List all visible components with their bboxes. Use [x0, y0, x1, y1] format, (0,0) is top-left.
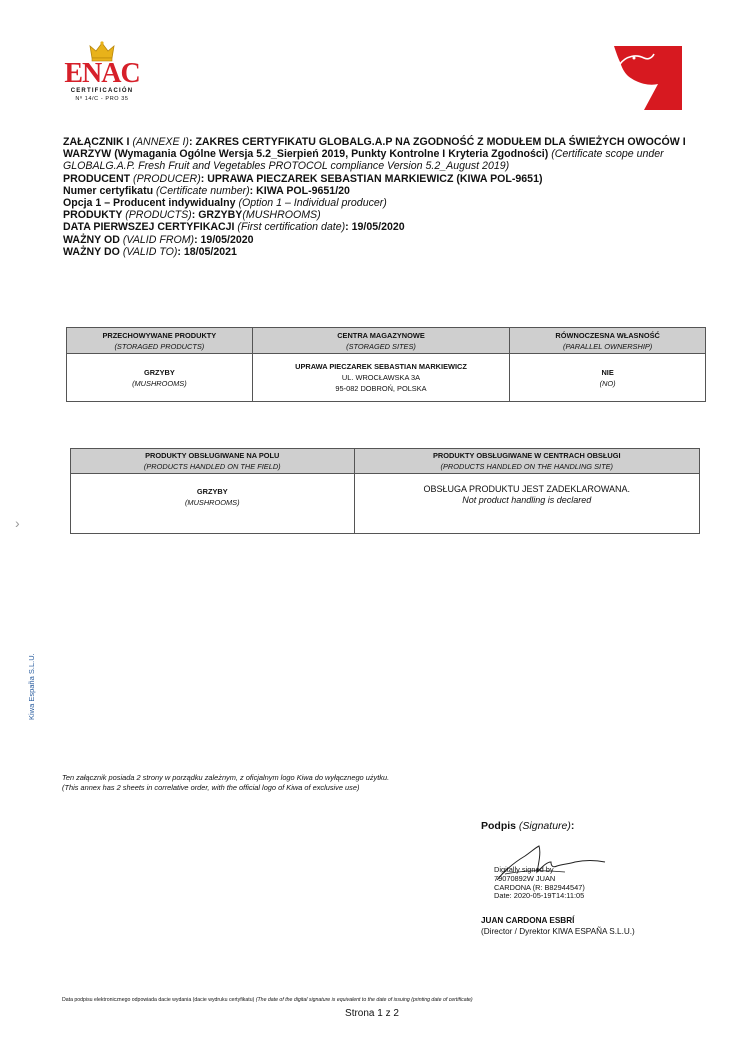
table-cell: GRZYBY (MUSHROOMS)	[67, 354, 253, 402]
annex-title: ZAŁĄCZNIK I (ANNEXE I): ZAKRES CERTYFIKATU GLOBALG.A.P NA ZGODNOŚĆ Z MODUŁEM DLA ŚWIEŻYCH OWOCÓW I WARZYW (Wymagania Ogólne Wersja 5.2_Sierpień 2019, Punkty Kontrolne I Kryteria Zgodności) (Certificate scope under GLOBALG.A.P. Fresh Fruit and Vegetables PROTOCOL compliance Version 5.2_August 2019)	[63, 136, 686, 173]
page-number: Strona 1 z 2	[345, 1008, 399, 1019]
signature-label: Podpis (Signature):	[481, 820, 575, 832]
side-company-text: Kiwa España S.L.U.	[27, 653, 36, 720]
enac-number: Nº 14/C - PRO 35	[75, 96, 129, 102]
storage-table	[66, 327, 706, 402]
handling-table	[70, 448, 700, 534]
enac-subtitle: CERTIFICACIÓN	[70, 88, 134, 94]
table-cell: NIE (NO)	[510, 354, 706, 402]
products-line: PRODUKTY (PRODUCTS): GRZYBY(MUSHROOMS)	[63, 209, 321, 222]
signer-role: (Director / Dyrektor KIWA ESPAÑA S.L.U.)	[481, 927, 635, 936]
enac-logo	[62, 40, 142, 104]
annex-note	[62, 773, 562, 793]
enac-wordmark: ENAC	[64, 58, 140, 89]
column-header: PRODUKTY OBSŁUGIWANE NA POLU (PRODUCTS HANDLED ON THE FIELD)	[71, 449, 355, 474]
column-header: CENTRA MAGAZYNOWE (STORAGED SITES)	[252, 328, 510, 354]
valid-from-line: WAŻNY OD (VALID FROM): 19/05/2020	[63, 233, 254, 246]
footer-note: Data podpisu elektronicznego odpowiada dacie wydania (dacie wydruku certyfikatu) (The date of the digital signature is equivalent to the date of issuing (printing date of certificate)	[62, 997, 473, 1003]
column-header: PRZECHOWYWANE PRODUKTY (STORAGED PRODUCTS)	[67, 328, 253, 354]
kiwa-bird-icon	[614, 46, 682, 110]
certificate-number-line: Numer certyfikatu (Certificate number): KIWA POL-9651/20	[63, 184, 350, 197]
annex-note-en: (This annex has 2 sheets in correlative order, with the official logo of Kiwa of exclusive use)	[62, 783, 360, 792]
table-cell: GRZYBY (MUSHROOMS)	[71, 474, 355, 534]
first-cert-date-line: DATA PIERWSZEJ CERTYFIKACJI (First certification date): 19/05/2020	[63, 221, 405, 234]
valid-to-line: WAŻNY DO (VALID TO): 18/05/2021	[63, 245, 237, 258]
table-cell: UPRAWA PIECZAREK SEBASTIAN MARKIEWICZ UL. WROCŁAWSKA 3A 95-082 DOBROŃ, POLSKA	[252, 354, 510, 402]
signer-info	[481, 915, 635, 937]
certificate-header	[63, 136, 713, 258]
table-row	[67, 354, 706, 402]
table-row	[71, 474, 700, 534]
option-line: Opcja 1 – Producent indywidualny (Option 1 – Individual producer)	[63, 197, 387, 210]
column-header: PRODUKTY OBSŁUGIWANE W CENTRACH OBSŁUGI (PRODUCTS HANDLED ON THE HANDLING SITE)	[354, 449, 699, 474]
signer-name: JUAN CARDONA ESBRÍ	[481, 916, 575, 925]
table-header-row	[67, 328, 706, 354]
table-cell: OBSŁUGA PRODUKTU JEST ZADEKLAROWANA. Not product handling is declared	[354, 474, 699, 534]
column-header: RÓWNOCZESNA WŁASNOŚĆ (PARALLEL OWNERSHIP)	[510, 328, 706, 354]
annex-note-pl: Ten załącznik posiada 2 strony w porządku zależnym, z oficjalnym logo Kiwa do wyłącznego użytku.	[62, 773, 390, 782]
digital-signature-block: Digitally signed by 79070892W JUAN CARDONA (R: B82944547) Date: 2020-05-19T14:11:05	[494, 865, 585, 901]
chevron-right-icon: ›	[15, 515, 20, 531]
producer-line: PRODUCENT (PRODUCER): UPRAWA PIECZAREK SEBASTIAN MARKIEWICZ (KIWA POL-9651)	[63, 172, 543, 185]
table-header-row	[71, 449, 700, 474]
